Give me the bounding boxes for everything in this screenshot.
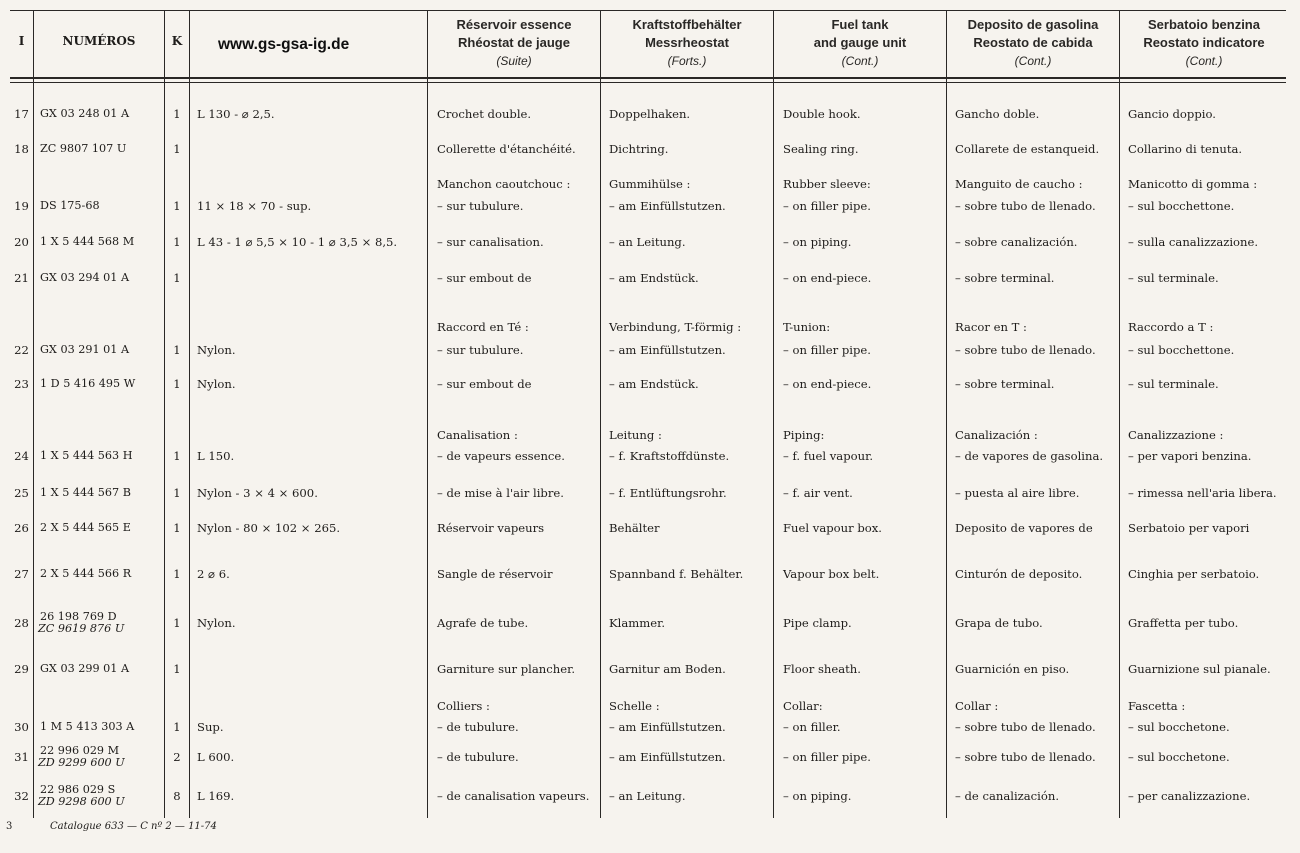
designation-es: Collarete de estanqueid.: [955, 142, 1100, 156]
language-header-line: Messrheostat: [645, 35, 729, 50]
group-heading: Collar:: [783, 699, 823, 713]
designation-en: Pipe clamp.: [783, 616, 852, 630]
designation-de: – am Einfüllstutzen.: [609, 720, 726, 734]
part-number: GX 03 294 01 A: [40, 271, 130, 284]
designation-en: – on filler pipe.: [783, 199, 871, 213]
designation-en: Sealing ring.: [783, 142, 859, 156]
part-number: 1 X 5 444 563 H: [40, 449, 133, 462]
designation-fr: Sangle de réservoir: [437, 567, 553, 581]
group-heading: T-union:: [783, 320, 831, 334]
language-header-line: Réservoir essence: [456, 17, 572, 32]
language-header-line: Kraftstoffbehälter: [632, 17, 742, 32]
item-index: 25: [14, 486, 29, 500]
header-col-i: I: [18, 34, 25, 48]
group-heading: Manchon caoutchouc :: [437, 177, 571, 191]
part-number: 1 X 5 444 568 M: [40, 235, 135, 248]
designation-it: Collarino di tenuta.: [1128, 142, 1243, 156]
designation-de: – an Leitung.: [609, 789, 686, 803]
part-number: 22 996 029 M: [40, 744, 120, 757]
designation-fr: – sur canalisation.: [437, 235, 544, 249]
specification: 11 × 18 × 70 - sup.: [197, 199, 312, 213]
quantity: 1: [173, 235, 181, 249]
designation-es: Gancho doble.: [955, 107, 1040, 121]
designation-en: – on piping.: [783, 789, 852, 803]
col-divider: [1119, 10, 1120, 818]
designation-de: – am Einfüllstutzen.: [609, 750, 726, 764]
part-number: GX 03 299 01 A: [40, 662, 130, 675]
part-number: 26 198 769 D: [40, 610, 117, 623]
designation-fr: – de tubulure.: [437, 720, 519, 734]
specification: Nylon.: [197, 377, 236, 391]
designation-it: – rimessa nell'aria libera.: [1128, 486, 1277, 500]
designation-it: – per vapori benzina.: [1128, 449, 1252, 463]
specification: L 43 - 1 ⌀ 5,5 × 10 - 1 ⌀ 3,5 × 8,5.: [197, 235, 398, 249]
col-divider: [189, 10, 190, 818]
designation-it: – sul bocchetone.: [1128, 750, 1230, 764]
quantity: 2: [173, 750, 181, 764]
quantity: 1: [173, 199, 181, 213]
part-number: 2 X 5 444 565 E: [40, 521, 131, 534]
designation-de: Garnitur am Boden.: [609, 662, 726, 676]
designation-de: – am Einfüllstutzen.: [609, 343, 726, 357]
designation-en: Vapour box belt.: [783, 567, 880, 581]
col-divider: [427, 10, 428, 818]
designation-en: – on filler.: [783, 720, 841, 734]
group-heading: Rubber sleeve:: [783, 177, 871, 191]
group-heading: Gummihülse :: [609, 177, 691, 191]
language-header-continued: (Cont.): [1014, 54, 1052, 68]
part-number: GX 03 248 01 A: [40, 107, 130, 120]
designation-fr: – sur embout de: [437, 271, 532, 285]
quantity: 1: [173, 662, 181, 676]
group-heading: Canalisation :: [437, 428, 518, 442]
language-header-continued: (Forts.): [667, 54, 707, 68]
language-header-continued: (Cont.): [1185, 54, 1223, 68]
language-header-line: Deposito de gasolina: [967, 17, 1099, 32]
specification: L 150.: [197, 449, 235, 463]
designation-es: Deposito de vapores de: [955, 521, 1093, 535]
designation-fr: – de mise à l'air libre.: [437, 486, 564, 500]
col-divider: [600, 10, 601, 818]
item-index: 31: [14, 750, 29, 764]
quantity: 1: [173, 377, 181, 391]
designation-it: – sul terminale.: [1128, 377, 1219, 391]
designation-de: – am Einfüllstutzen.: [609, 199, 726, 213]
group-heading: Manguito de caucho :: [955, 177, 1083, 191]
specification: Sup.: [197, 720, 224, 734]
part-number: 1 M 5 413 303 A: [40, 720, 135, 733]
item-index: 28: [14, 616, 29, 630]
designation-de: – f. Entlüftungsrohr.: [609, 486, 727, 500]
designation-en: Fuel vapour box.: [783, 521, 882, 535]
designation-it: Guarnizione sul pianale.: [1128, 662, 1271, 676]
header-rule-thin: [10, 82, 1286, 83]
quantity: 1: [173, 107, 181, 121]
part-number: GX 03 291 01 A: [40, 343, 130, 356]
group-heading: Raccord en Té :: [437, 320, 529, 334]
language-header-continued: (Suite): [496, 54, 532, 68]
item-index: 24: [14, 449, 29, 463]
designation-it: Serbatoio per vapori: [1128, 521, 1250, 535]
part-number-alt: ZC 9619 876 U: [38, 622, 125, 635]
quantity: 1: [173, 521, 181, 535]
designation-es: – sobre tubo de llenado.: [955, 343, 1096, 357]
group-heading: Piping:: [783, 428, 825, 442]
item-index: 29: [14, 662, 29, 676]
group-heading: Leitung :: [609, 428, 662, 442]
designation-en: – f. fuel vapour.: [783, 449, 874, 463]
designation-fr: Agrafe de tube.: [437, 616, 529, 630]
part-number: 2 X 5 444 566 R: [40, 567, 132, 580]
designation-es: – sobre terminal.: [955, 377, 1055, 391]
designation-it: – per canalizzazione.: [1128, 789, 1251, 803]
quantity: 1: [173, 343, 181, 357]
designation-de: – am Endstück.: [609, 271, 699, 285]
part-number: 22 986 029 S: [40, 783, 116, 796]
designation-it: Gancio doppio.: [1128, 107, 1216, 121]
designation-it: Cinghia per serbatoio.: [1128, 567, 1260, 581]
designation-it: Graffetta per tubo.: [1128, 616, 1239, 630]
designation-es: – sobre canalización.: [955, 235, 1078, 249]
item-index: 23: [14, 377, 29, 391]
designation-fr: Crochet double.: [437, 107, 532, 121]
designation-de: Spannband f. Behälter.: [609, 567, 744, 581]
designation-it: – sulla canalizzazione.: [1128, 235, 1259, 249]
quantity: 1: [173, 449, 181, 463]
language-column-header: [601, 16, 773, 70]
quantity: 1: [173, 142, 181, 156]
designation-es: Guarnición en piso.: [955, 662, 1070, 676]
designation-en: – on filler pipe.: [783, 343, 871, 357]
group-heading: Racor en T :: [955, 320, 1027, 334]
designation-es: – sobre tubo de llenado.: [955, 720, 1096, 734]
header-col-numeros: NUMÉROS: [62, 34, 136, 48]
group-heading: Schelle :: [609, 699, 660, 713]
designation-en: – on end-piece.: [783, 271, 872, 285]
designation-de: Dichtring.: [609, 142, 669, 156]
designation-fr: – de vapeurs essence.: [437, 449, 565, 463]
language-column-header: [1120, 16, 1288, 70]
designation-en: – on filler pipe.: [783, 750, 871, 764]
designation-es: – puesta al aire libre.: [955, 486, 1080, 500]
part-number: 1 X 5 444 567 B: [40, 486, 131, 499]
designation-fr: Réservoir vapeurs: [437, 521, 545, 535]
item-index: 27: [14, 567, 29, 581]
designation-de: – f. Kraftstoffdünste.: [609, 449, 730, 463]
specification: Nylon - 80 × 102 × 265.: [197, 521, 341, 535]
quantity: 1: [173, 720, 181, 734]
quantity: 1: [173, 271, 181, 285]
designation-es: – sobre tubo de llenado.: [955, 199, 1096, 213]
quantity: 1: [173, 567, 181, 581]
designation-fr: – sur embout de: [437, 377, 532, 391]
designation-en: – f. air vent.: [783, 486, 853, 500]
specification: 2 ⌀ 6.: [197, 567, 230, 581]
designation-en: Floor sheath.: [783, 662, 861, 676]
designation-de: Behälter: [609, 521, 660, 535]
designation-es: Cinturón de deposito.: [955, 567, 1083, 581]
item-index: 20: [14, 235, 29, 249]
group-heading: Canalizzazione :: [1128, 428, 1224, 442]
quantity: 1: [173, 616, 181, 630]
language-header-line: Reostato indicatore: [1143, 35, 1265, 50]
language-header-line: Rhéostat de jauge: [458, 35, 570, 50]
designation-de: Klammer.: [609, 616, 666, 630]
specification: Nylon.: [197, 616, 236, 630]
part-number: ZC 9807 107 U: [40, 142, 127, 155]
designation-it: – sul bocchettone.: [1128, 343, 1235, 357]
part-number: DS 175-68: [40, 199, 100, 212]
part-number-alt: ZD 9298 600 U: [38, 795, 125, 808]
group-heading: Manicotto di gomma :: [1128, 177, 1258, 191]
language-header-continued: (Cont.): [841, 54, 879, 68]
header-rule: [10, 77, 1286, 79]
item-index: 30: [14, 720, 29, 734]
specification: L 600.: [197, 750, 235, 764]
quantity: 1: [173, 486, 181, 500]
designation-it: – sul bocchetone.: [1128, 720, 1230, 734]
designation-fr: Collerette d'étanchéité.: [437, 142, 576, 156]
language-column-header: [428, 16, 600, 70]
designation-fr: – de canalisation vapeurs.: [437, 789, 590, 803]
language-column-header: [947, 16, 1119, 70]
website-watermark: www.gs-gsa-ig.de: [218, 36, 350, 53]
designation-fr: – sur tubulure.: [437, 343, 524, 357]
group-heading: Fascetta :: [1128, 699, 1186, 713]
group-heading: Raccordo a T :: [1128, 320, 1214, 334]
specification: L 130 - ⌀ 2,5.: [197, 107, 275, 121]
designation-de: – an Leitung.: [609, 235, 686, 249]
item-index: 32: [14, 789, 29, 803]
item-index: 21: [14, 271, 29, 285]
designation-es: – de vapores de gasolina.: [955, 449, 1104, 463]
designation-en: – on piping.: [783, 235, 852, 249]
col-divider: [33, 10, 34, 818]
designation-es: – de canalización.: [955, 789, 1060, 803]
part-number-alt: ZD 9299 600 U: [38, 756, 125, 769]
language-header-line: Serbatoio benzina: [1148, 17, 1260, 32]
item-index: 18: [14, 142, 29, 156]
catalogue-reference: Catalogue 633 — C nº 2 — 11-74: [50, 821, 217, 832]
top-border: [10, 10, 1286, 11]
language-column-header: [774, 16, 946, 70]
group-heading: Collar :: [955, 699, 999, 713]
designation-it: – sul bocchettone.: [1128, 199, 1235, 213]
designation-de: – am Endstück.: [609, 377, 699, 391]
language-header-line: Reostato de cabida: [973, 35, 1093, 50]
designation-fr: – sur tubulure.: [437, 199, 524, 213]
item-index: 22: [14, 343, 29, 357]
part-number: 1 D 5 416 495 W: [40, 377, 136, 390]
designation-es: – sobre terminal.: [955, 271, 1055, 285]
header-col-k: K: [171, 34, 183, 48]
designation-fr: Garniture sur plancher.: [437, 662, 576, 676]
item-index: 17: [14, 107, 29, 121]
group-heading: Canalización :: [955, 428, 1038, 442]
page-number: 3: [6, 821, 13, 832]
col-divider: [164, 10, 165, 818]
designation-it: – sul terminale.: [1128, 271, 1219, 285]
designation-en: Double hook.: [783, 107, 861, 121]
col-divider: [773, 10, 774, 818]
designation-de: Doppelhaken.: [609, 107, 691, 121]
specification: L 169.: [197, 789, 235, 803]
language-header-line: Fuel tank: [831, 17, 889, 32]
quantity: 8: [173, 789, 181, 803]
designation-es: – sobre tubo de llenado.: [955, 750, 1096, 764]
group-heading: Colliers :: [437, 699, 490, 713]
group-heading: Verbindung, T-förmig :: [609, 320, 742, 334]
designation-en: – on end-piece.: [783, 377, 872, 391]
designation-fr: – de tubulure.: [437, 750, 519, 764]
specification: Nylon - 3 × 4 × 600.: [197, 486, 318, 500]
language-header-line: and gauge unit: [813, 35, 907, 50]
item-index: 26: [14, 521, 29, 535]
col-divider: [946, 10, 947, 818]
item-index: 19: [14, 199, 29, 213]
specification: Nylon.: [197, 343, 236, 357]
designation-es: Grapa de tubo.: [955, 616, 1043, 630]
